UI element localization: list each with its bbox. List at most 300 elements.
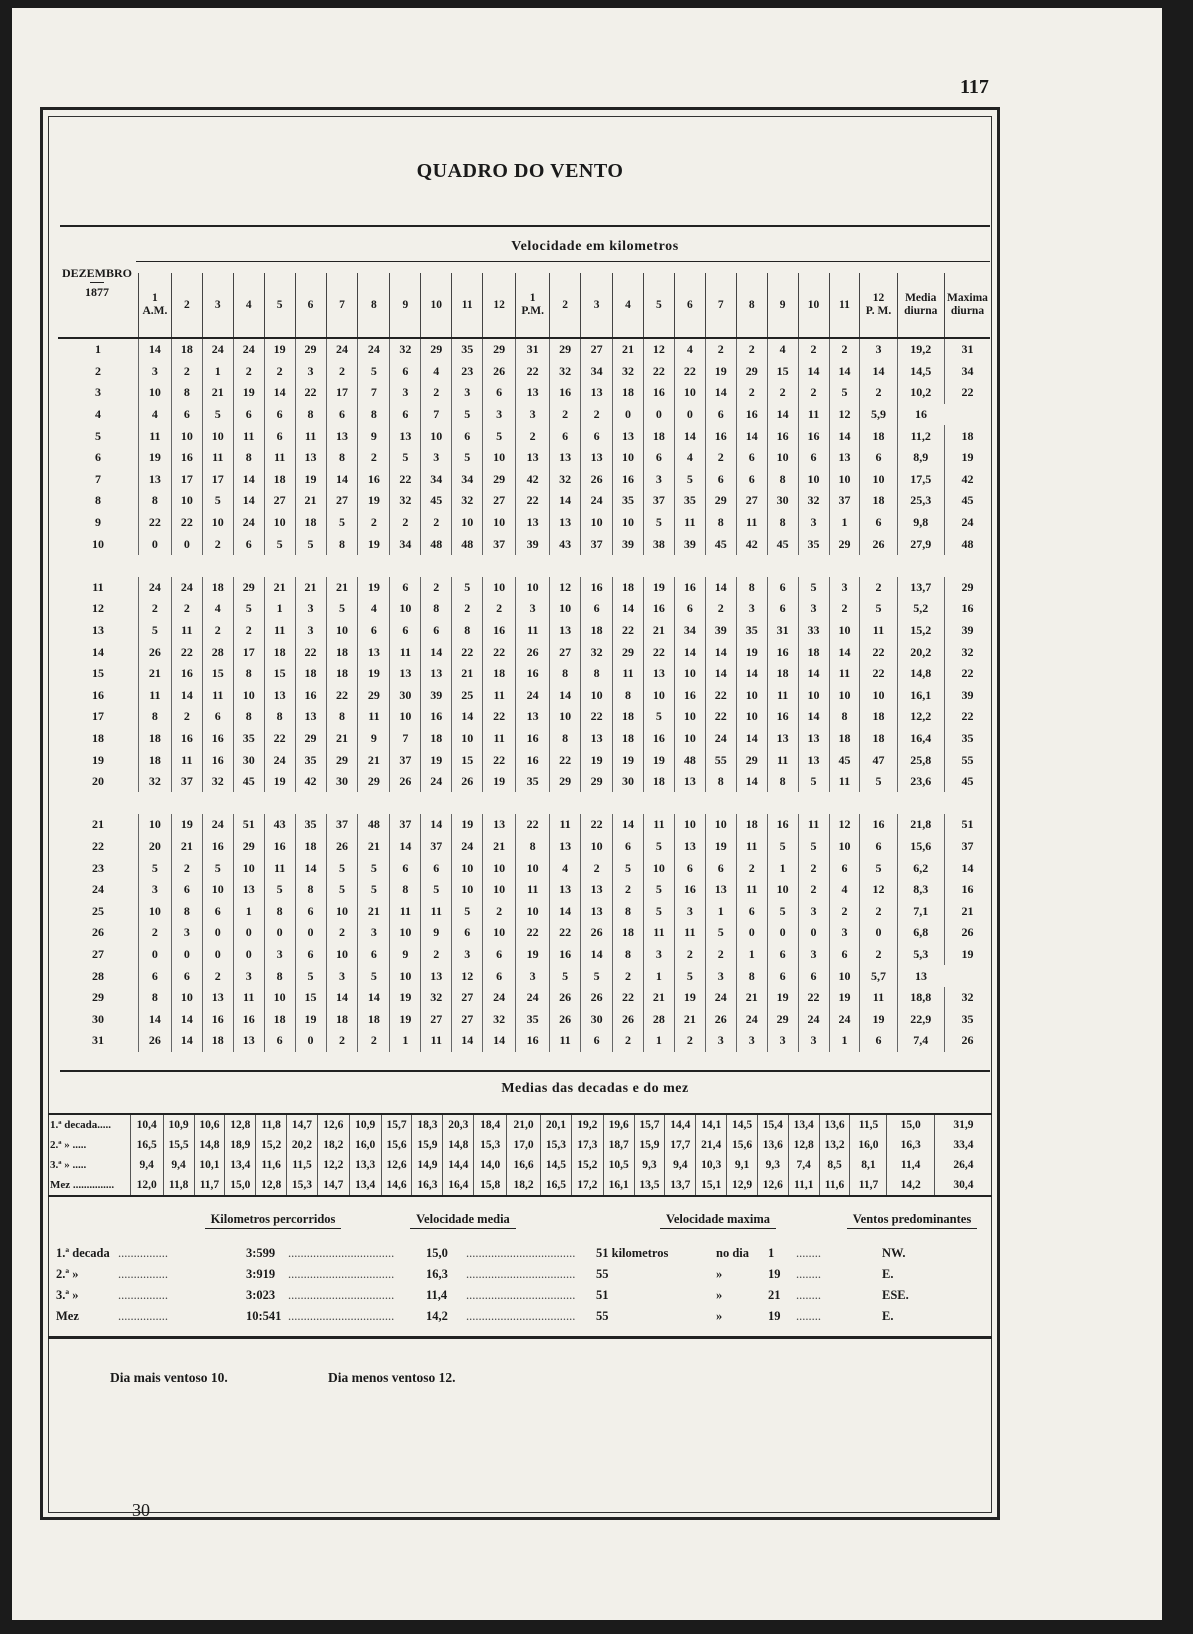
table-row (58, 490, 990, 512)
summary-label: 2.ª » (56, 1267, 79, 1281)
speed-cell: 2 (233, 620, 264, 642)
speed-cell: 6 (798, 447, 829, 469)
mean-cell: 10,2 (897, 382, 944, 404)
speed-cell: 10 (860, 469, 897, 491)
table-row (58, 533, 990, 555)
speed-cell: 5 (550, 965, 581, 987)
speed-cell: 18 (295, 512, 326, 534)
means-cell: 10,6 (194, 1114, 225, 1135)
speed-cell: 21 (358, 836, 390, 858)
means-title: Medias das decadas e do mez (501, 1081, 689, 1096)
speed-cell: 10 (390, 598, 421, 620)
means-cell: 15,1 (696, 1175, 727, 1196)
summary-max: 51 kilometros (596, 1246, 669, 1260)
day-cell: 12 (91, 601, 104, 616)
max-cell: 32 (944, 987, 990, 1009)
speed-cell: 1 (736, 944, 767, 966)
speed-cell: 6 (829, 857, 860, 879)
speed-cell: 18 (326, 641, 358, 663)
speed-cell: 19 (138, 447, 171, 469)
day-cell: 27 (91, 946, 104, 961)
speed-cell: 29 (358, 771, 390, 793)
mean-cell: 13,7 (897, 577, 944, 599)
speed-cell: 8 (358, 404, 390, 426)
speed-cell: 11 (233, 425, 264, 447)
speed-cell: 3 (829, 577, 860, 599)
speed-cell: 16 (516, 663, 550, 685)
speed-cell: 10 (767, 447, 798, 469)
speed-cell: 32 (452, 490, 483, 512)
means-cell: 13,4 (788, 1114, 819, 1135)
summary-mean: 15,0 (426, 1246, 448, 1260)
speed-cell: 10 (421, 425, 452, 447)
speed-cell: 17 (202, 469, 233, 491)
speed-cell: 5 (233, 598, 264, 620)
speed-cell: 35 (295, 749, 326, 771)
speed-cell: 8 (264, 965, 295, 987)
hour-header-row (58, 273, 990, 338)
speed-cell: 30 (581, 1008, 613, 1030)
means-cell: 17,3 (571, 1135, 603, 1155)
means-cell: 26,4 (934, 1155, 992, 1175)
speed-cell: 30 (390, 685, 421, 707)
speed-cell: 18 (736, 814, 767, 836)
speed-cell: 14 (550, 490, 581, 512)
speed-cell: 8 (767, 512, 798, 534)
speed-cell: 18 (613, 382, 644, 404)
speed-cell: 37 (171, 771, 202, 793)
leader-dots: ................ (118, 1246, 168, 1260)
speed-cell: 24 (829, 1008, 860, 1030)
speed-cell: 14 (705, 663, 736, 685)
speed-cell: 27 (483, 490, 516, 512)
speed-cell: 5 (358, 361, 390, 383)
speed-cell: 14 (613, 598, 644, 620)
speed-cell: 48 (358, 814, 390, 836)
means-cell: 16,5 (541, 1175, 572, 1196)
means-cell: 14,5 (727, 1114, 758, 1135)
speed-cell: 18 (860, 490, 897, 512)
speed-cell: 3 (264, 944, 295, 966)
speed-cell: 11 (421, 900, 452, 922)
speed-cell: 11 (295, 425, 326, 447)
speed-cell: 18 (767, 663, 798, 685)
table-row (58, 922, 990, 944)
speed-cell: 28 (643, 1008, 674, 1030)
speed-cell: 26 (581, 922, 613, 944)
speed-cell: 37 (326, 814, 358, 836)
hour-header: 3 (202, 273, 233, 338)
speed-cell: 8 (550, 663, 581, 685)
means-cell: 15,8 (474, 1175, 507, 1196)
speed-cell: 13 (233, 1030, 264, 1052)
speed-cell: 18 (295, 663, 326, 685)
mean-cell: 18,8 (897, 987, 944, 1009)
hour-header: 6 (674, 273, 705, 338)
means-cell: 12,9 (727, 1175, 758, 1196)
means-cell: 12,2 (317, 1155, 349, 1175)
speed-cell: 39 (613, 533, 644, 555)
speed-cell: 3 (798, 944, 829, 966)
speed-cell: 22 (643, 361, 674, 383)
speed-cell: 29 (767, 1008, 798, 1030)
speed-cell: 10 (581, 512, 613, 534)
means-cell: 14,8 (443, 1135, 474, 1155)
speed-cell: 18 (264, 1008, 295, 1030)
summary-km: 10:541 (246, 1309, 282, 1323)
speed-cell: 5 (452, 900, 483, 922)
means-cell: 15,9 (634, 1135, 665, 1155)
summary-wind: E. (882, 1309, 894, 1323)
speed-cell: 5 (202, 490, 233, 512)
speed-cell: 2 (516, 425, 550, 447)
table-row (58, 879, 990, 901)
speed-cell: 14 (421, 641, 452, 663)
means-cell: 7,4 (788, 1155, 819, 1175)
speed-cell: 3 (767, 1030, 798, 1052)
speed-cell: 16 (171, 663, 202, 685)
speed-cell: 8 (705, 771, 736, 793)
means-cell: 9,4 (665, 1155, 696, 1175)
speed-cell: 2 (613, 965, 644, 987)
speed-cell: 6 (171, 879, 202, 901)
speed-cell: 4 (138, 404, 171, 426)
table-row (58, 771, 990, 793)
means-cell: 17,0 (507, 1135, 541, 1155)
max-cell: 16 (897, 404, 944, 426)
speed-cell: 6 (138, 965, 171, 987)
speed-cell: 8 (767, 469, 798, 491)
leader-dots: .................................. (288, 1246, 395, 1260)
speed-cell: 16 (171, 728, 202, 750)
speed-cell: 6 (233, 533, 264, 555)
means-row (48, 1175, 992, 1196)
summary-day: 19 (768, 1267, 781, 1281)
day-cell: 3 (94, 385, 101, 400)
max-cell: 31 (944, 338, 990, 361)
speed-cell: 11 (767, 749, 798, 771)
speed-cell: 18 (798, 641, 829, 663)
max-cell: 22 (944, 663, 990, 685)
speed-cell: 27 (550, 641, 581, 663)
speed-cell: 16 (674, 879, 705, 901)
speed-cell: 21 (326, 577, 358, 599)
speed-cell: 18 (860, 425, 897, 447)
speed-cell: 8 (171, 382, 202, 404)
speed-cell: 8 (138, 987, 171, 1009)
speed-cell: 16 (581, 577, 613, 599)
speed-cell: 1 (202, 361, 233, 383)
hour-header: 11 (452, 273, 483, 338)
speed-cell: 24 (326, 338, 358, 361)
speed-cell: 8 (295, 879, 326, 901)
speed-cell: 14 (326, 469, 358, 491)
day-cell: 23 (91, 860, 104, 875)
speed-cell: 39 (705, 620, 736, 642)
means-cell: 13,7 (665, 1175, 696, 1196)
day-cell: 13 (91, 623, 104, 638)
speed-cell: 16 (550, 944, 581, 966)
speed-cell: 11 (643, 922, 674, 944)
speed-cell: 22 (705, 685, 736, 707)
speed-cell: 5 (581, 965, 613, 987)
speed-cell: 4 (202, 598, 233, 620)
means-cell: 16,6 (507, 1155, 541, 1175)
speed-cell: 5 (798, 771, 829, 793)
leader-dots: .................................. (288, 1288, 395, 1302)
speed-cell: 26 (483, 361, 516, 383)
mean-cell: 6,8 (897, 922, 944, 944)
speed-cell: 24 (798, 1008, 829, 1030)
speed-cell: 21 (295, 577, 326, 599)
max-cell: 29 (944, 577, 990, 599)
speed-cell: 19 (358, 663, 390, 685)
speed-cell: 11 (138, 685, 171, 707)
summary-wind: E. (882, 1267, 894, 1281)
means-cell: 18,4 (474, 1114, 507, 1135)
mean-cell: 7,4 (897, 1030, 944, 1052)
speed-cell: 16 (767, 706, 798, 728)
summary-km: 3:919 (246, 1267, 276, 1281)
speed-cell: 14 (138, 1008, 171, 1030)
speed-cell: 43 (264, 814, 295, 836)
speed-cell: 11 (264, 620, 295, 642)
page-title: QUADRO DO VENTO (416, 160, 624, 182)
speed-cell: 0 (643, 404, 674, 426)
speed-cell: 6 (736, 469, 767, 491)
means-cell: 18,2 (317, 1135, 349, 1155)
speed-cell: 6 (705, 857, 736, 879)
table-row (58, 361, 990, 383)
speed-cell: 6 (326, 404, 358, 426)
speed-cell: 11 (798, 814, 829, 836)
speed-cell: 16 (483, 620, 516, 642)
speed-cell: 18 (860, 706, 897, 728)
speed-cell: 10 (171, 987, 202, 1009)
speed-cell: 16 (643, 728, 674, 750)
day-cell: 1 (94, 342, 101, 357)
speed-cell: 13 (550, 879, 581, 901)
speed-cell: 22 (613, 620, 644, 642)
speed-cell: 6 (264, 425, 295, 447)
speed-cell: 21 (326, 728, 358, 750)
speed-cell: 0 (767, 922, 798, 944)
speed-cell: 2 (798, 338, 829, 361)
speed-cell: 21 (171, 836, 202, 858)
speed-cell: 14 (171, 685, 202, 707)
speed-cell: 21 (643, 987, 674, 1009)
speed-cell: 24 (171, 577, 202, 599)
speed-cell: 5 (483, 425, 516, 447)
speed-cell: 3 (483, 404, 516, 426)
speed-cell: 24 (202, 338, 233, 361)
speed-cell: 32 (581, 641, 613, 663)
speed-cell: 16 (233, 1008, 264, 1030)
speed-cell: 29 (613, 641, 644, 663)
means-cell: 21,0 (507, 1114, 541, 1135)
means-cell: 20,2 (287, 1135, 318, 1155)
speed-cell: 6 (705, 404, 736, 426)
means-cell: 11,8 (163, 1175, 194, 1196)
speed-cell: 12 (643, 338, 674, 361)
speed-cell: 5 (767, 900, 798, 922)
speed-cell: 0 (138, 944, 171, 966)
speed-cell: 10 (483, 879, 516, 901)
speed-cell: 2 (421, 577, 452, 599)
speed-cell: 2 (767, 382, 798, 404)
speed-cell: 0 (202, 922, 233, 944)
speed-cell: 13 (483, 814, 516, 836)
means-cell: 11,5 (287, 1155, 318, 1175)
speed-cell: 18 (643, 425, 674, 447)
speed-cell: 11 (233, 987, 264, 1009)
speed-cell: 6 (767, 965, 798, 987)
speed-cell: 18 (613, 577, 644, 599)
means-cell: 16,3 (887, 1135, 934, 1155)
speed-cell: 27 (581, 338, 613, 361)
day-cell: 18 (91, 730, 104, 745)
table-row (58, 641, 990, 663)
means-cell: 13,2 (819, 1135, 850, 1155)
speed-cell: 6 (452, 425, 483, 447)
speed-cell: 2 (613, 1030, 644, 1052)
speed-cell: 3 (705, 965, 736, 987)
speed-cell: 16 (736, 404, 767, 426)
speed-cell: 2 (326, 361, 358, 383)
speed-cell: 12 (860, 879, 897, 901)
speed-cell: 13 (581, 900, 613, 922)
table-row (58, 965, 990, 987)
speed-cell: 5 (358, 965, 390, 987)
speed-cell: 10 (171, 490, 202, 512)
means-cell: 8,5 (819, 1155, 850, 1175)
speed-cell: 21 (138, 663, 171, 685)
speed-cell: 0 (860, 922, 897, 944)
speed-cell: 2 (860, 944, 897, 966)
speed-cell: 14 (736, 425, 767, 447)
speed-cell: 19 (390, 987, 421, 1009)
speed-cell: 13 (264, 685, 295, 707)
speed-cell: 13 (829, 447, 860, 469)
summary-mean: 16,3 (426, 1267, 448, 1281)
speed-cell: 0 (798, 922, 829, 944)
means-cell: 19,2 (571, 1114, 603, 1135)
speed-cell: 11 (860, 987, 897, 1009)
speed-cell: 5 (326, 598, 358, 620)
speed-cell: 6 (705, 469, 736, 491)
speed-cell: 16 (295, 685, 326, 707)
speed-cell: 11 (736, 836, 767, 858)
speed-cell: 14 (452, 706, 483, 728)
speed-cell: 5 (390, 447, 421, 469)
speed-cell: 29 (233, 836, 264, 858)
summary-wind: NW. (882, 1246, 906, 1260)
speed-cell: 3 (798, 598, 829, 620)
means-cell: 13,5 (634, 1175, 665, 1196)
speed-cell: 14 (483, 1030, 516, 1052)
speed-cell: 48 (452, 533, 483, 555)
speed-cell: 3 (452, 382, 483, 404)
max-cell: 26 (944, 922, 990, 944)
speed-cell: 12 (550, 577, 581, 599)
means-cell: 13,4 (225, 1155, 256, 1175)
speed-cell: 32 (390, 490, 421, 512)
mean-cell: 16,4 (897, 728, 944, 750)
speed-cell: 13 (705, 879, 736, 901)
speed-cell: 13 (613, 425, 644, 447)
speed-cell: 6 (358, 620, 390, 642)
speed-cell: 25 (452, 685, 483, 707)
speed-cell: 35 (798, 533, 829, 555)
speed-cell: 21 (295, 490, 326, 512)
speed-cell: 22 (550, 749, 581, 771)
means-cell: 15,2 (571, 1155, 603, 1175)
max-cell: 48 (944, 533, 990, 555)
means-cell: 15,3 (287, 1175, 318, 1196)
speed-cell: 18 (613, 706, 644, 728)
speed-cell: 5 (138, 857, 171, 879)
speed-cell: 3 (138, 879, 171, 901)
speed-cell: 2 (358, 1030, 390, 1052)
speed-cell: 5 (613, 857, 644, 879)
speed-cell: 22 (295, 641, 326, 663)
speed-cell: 22 (705, 706, 736, 728)
speed-cell: 3 (233, 965, 264, 987)
speed-cell: 38 (643, 533, 674, 555)
max-cell: 45 (944, 771, 990, 793)
speed-cell: 22 (138, 512, 171, 534)
summary-day-word: no dia (716, 1246, 750, 1260)
day-cell: 11 (92, 579, 104, 594)
speed-cell: 18 (860, 728, 897, 750)
summary-day: 1 (768, 1246, 775, 1260)
speed-cell: 14 (326, 987, 358, 1009)
speed-cell: 22 (550, 922, 581, 944)
speed-cell: 2 (358, 447, 390, 469)
speed-cell: 2 (202, 533, 233, 555)
mean-cell: 22,9 (897, 1008, 944, 1030)
speed-cell: 14 (798, 663, 829, 685)
speed-cell: 14 (674, 641, 705, 663)
speed-cell: 30 (233, 749, 264, 771)
leader-dots: ................ (118, 1288, 168, 1302)
speed-cell: 11 (516, 879, 550, 901)
speed-cell: 22 (264, 728, 295, 750)
speed-cell: 3 (643, 469, 674, 491)
speed-cell: 11 (264, 857, 295, 879)
speed-cell: 22 (326, 685, 358, 707)
summary-max: 55 (596, 1267, 609, 1281)
speed-cell: 16 (550, 382, 581, 404)
speed-cell: 51 (233, 814, 264, 836)
decade-rows (48, 1114, 992, 1196)
speed-cell: 24 (705, 987, 736, 1009)
speed-cell: 2 (705, 598, 736, 620)
means-cell: 14,6 (381, 1175, 412, 1196)
means-cell: 12,8 (225, 1114, 256, 1135)
speed-cell: 5 (264, 879, 295, 901)
speed-cell: 19 (295, 469, 326, 491)
speed-cell: 14 (705, 382, 736, 404)
speed-cell: 6 (390, 404, 421, 426)
mean-cell: 17,5 (897, 469, 944, 491)
max-cell: 34 (944, 361, 990, 383)
means-cell: 11,1 (788, 1175, 819, 1196)
mean-cell: 15,6 (897, 836, 944, 858)
speed-cell: 13 (581, 879, 613, 901)
summary-km: 3:599 (246, 1246, 276, 1260)
calmest-day-note: Dia menos ventoso 12. (328, 1370, 456, 1385)
